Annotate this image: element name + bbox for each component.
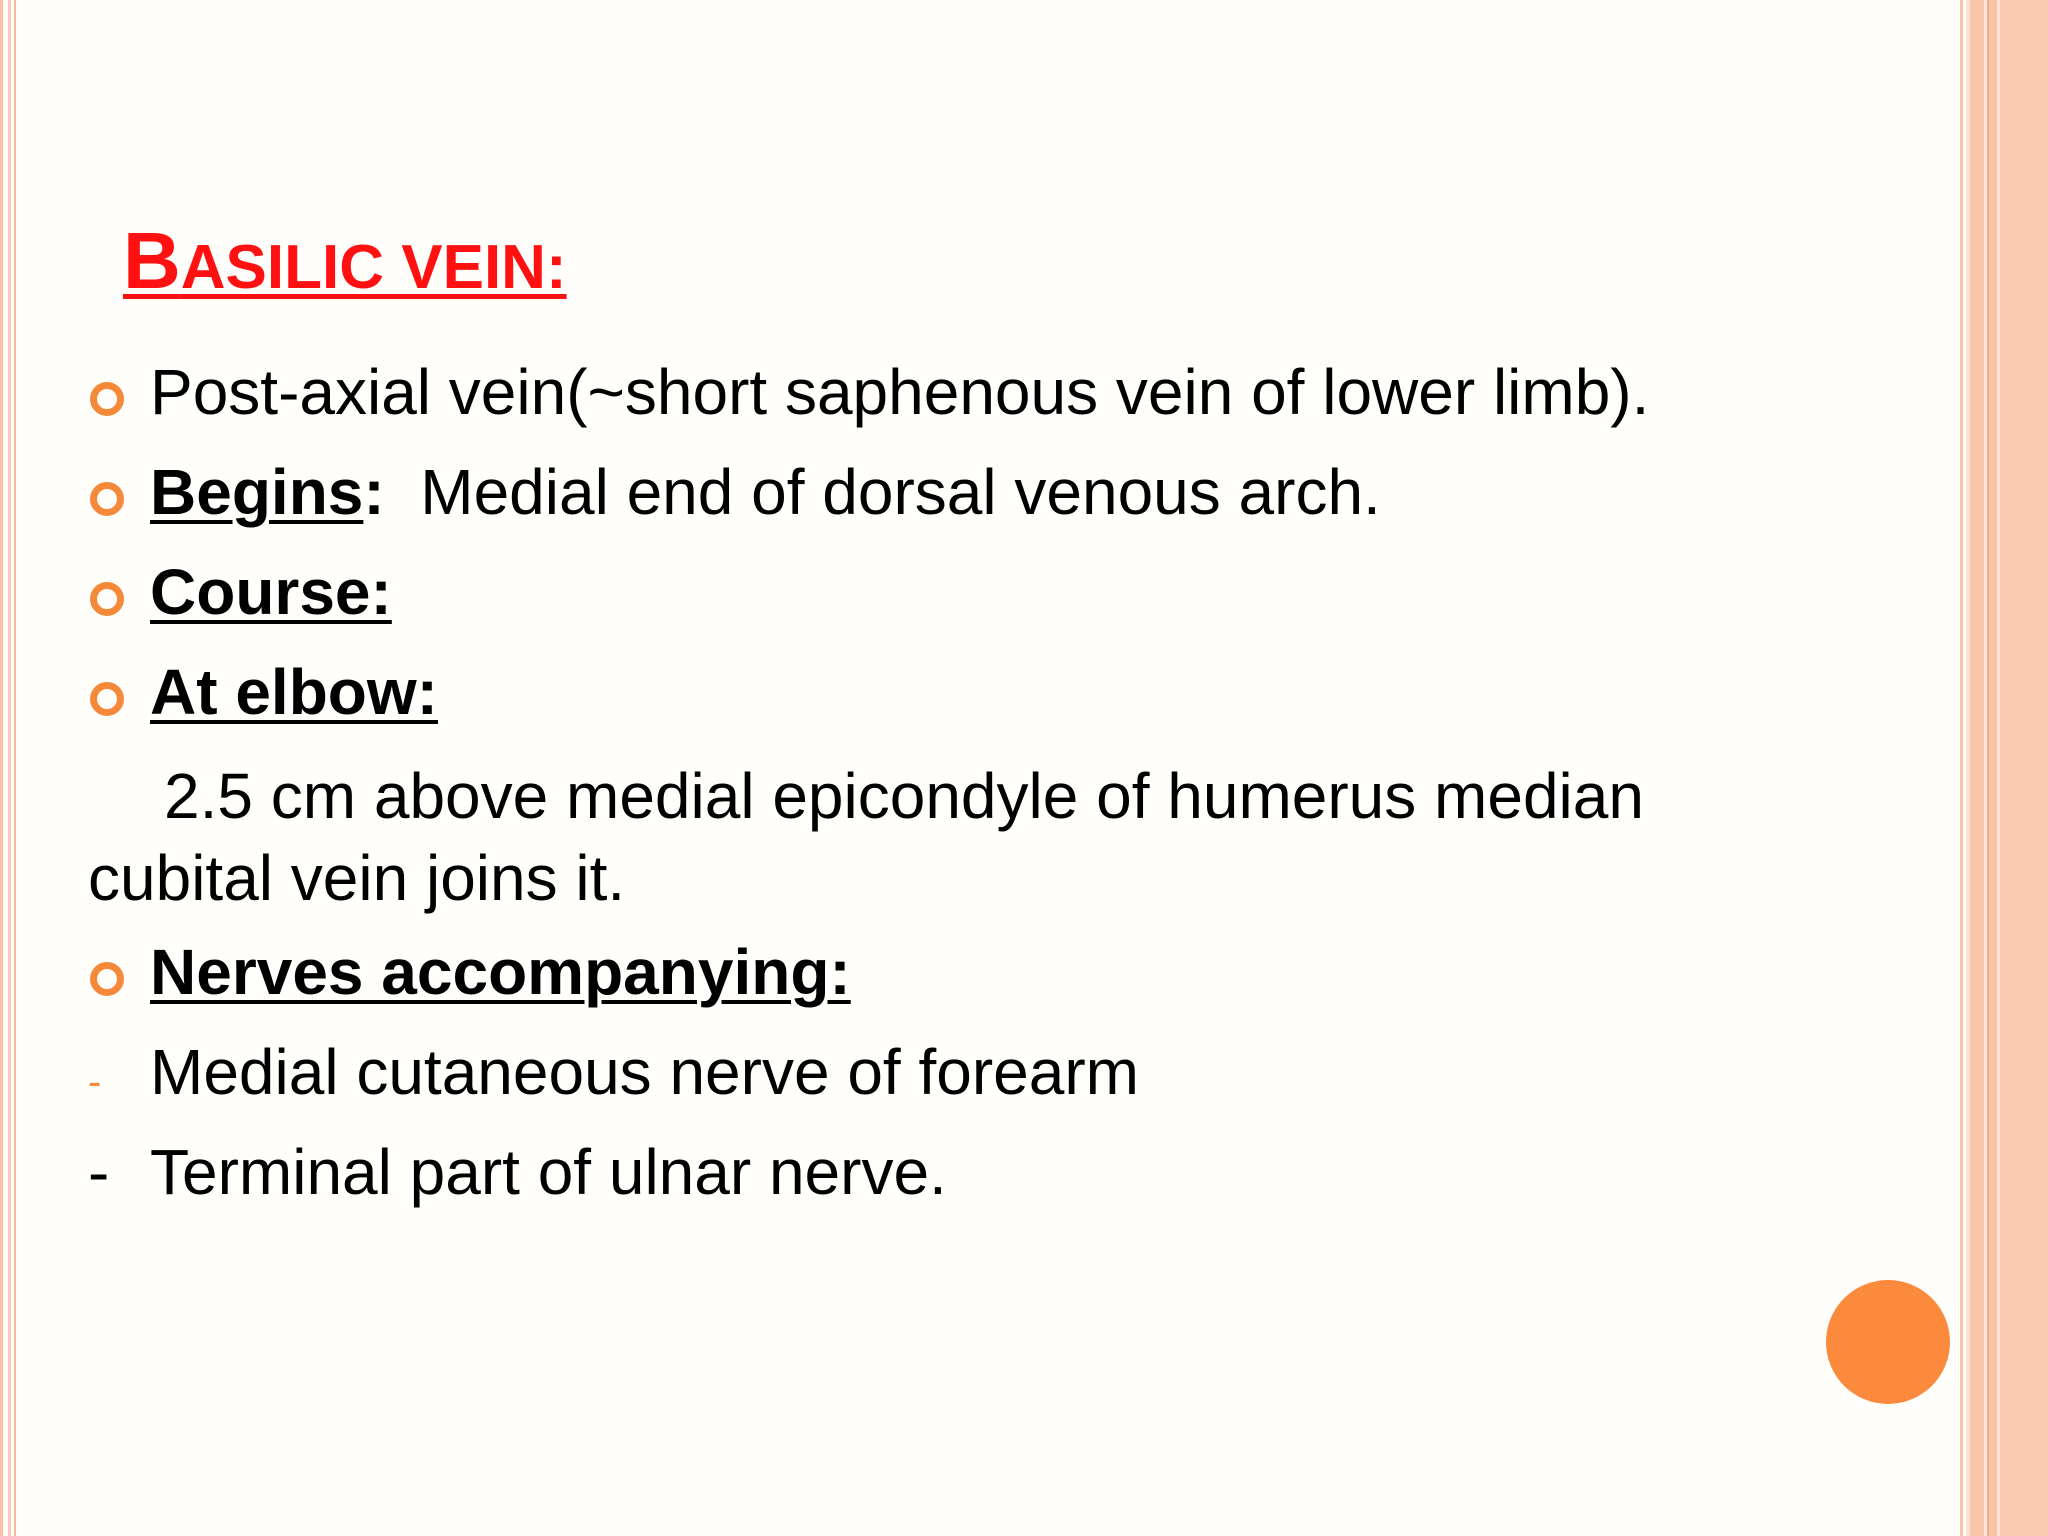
dash-marker: -	[88, 1060, 102, 1104]
right-border-stripe	[1960, 0, 1963, 1536]
left-border-stripe	[0, 0, 3, 1536]
bullet-item-nerves	[150, 935, 851, 1009]
left-border-stripe	[8, 0, 11, 1536]
nerve-item	[150, 1135, 947, 1209]
bullet-text: Medial end of dorsal venous arch.	[384, 456, 1381, 528]
bullet-item-begins	[150, 455, 1381, 529]
bullet-label: At elbow:	[150, 656, 438, 728]
bullet-label: Nerves accompanying:	[150, 936, 851, 1008]
nerve-item	[150, 1035, 1139, 1109]
bullet-circle-icon	[90, 582, 124, 616]
decorative-orange-circle	[1826, 1280, 1950, 1404]
right-border-stripe	[1989, 0, 1997, 1536]
bullet-item-at-elbow	[150, 655, 438, 729]
slide-title	[123, 215, 567, 307]
left-border-stripe	[14, 0, 16, 1536]
dash-marker: -	[88, 1136, 110, 1208]
bullet-circle-icon	[90, 682, 124, 716]
bullet-item-course	[150, 555, 392, 629]
elbow-description-line: 2.5 cm above medial epicondyle of humerus median	[164, 760, 1644, 832]
bullet-label-colon: :	[363, 456, 385, 528]
bullet-label: Begins	[150, 456, 364, 528]
elbow-description-line: cubital vein joins it.	[88, 842, 626, 914]
bullet-label: Course:	[150, 556, 392, 628]
slide-title-rest: ASILIC VEIN:	[180, 233, 567, 302]
elbow-description	[88, 755, 1788, 919]
bullet-circle-icon	[90, 962, 124, 996]
bullet-text: Post-axial vein(~short saphenous vein of lower limb).	[150, 356, 1650, 428]
right-border-stripe	[1970, 0, 1984, 1536]
nerve-item-text: Medial cutaneous nerve of forearm	[150, 1036, 1139, 1108]
bullet-circle-icon	[90, 482, 124, 516]
bullet-circle-icon	[90, 382, 124, 416]
bullet-item-post-axial	[150, 355, 1649, 429]
right-border-stripe	[2000, 0, 2048, 1536]
nerve-item-text: Terminal part of ulnar nerve.	[150, 1136, 947, 1208]
slide-title-initial: B	[123, 216, 181, 305]
